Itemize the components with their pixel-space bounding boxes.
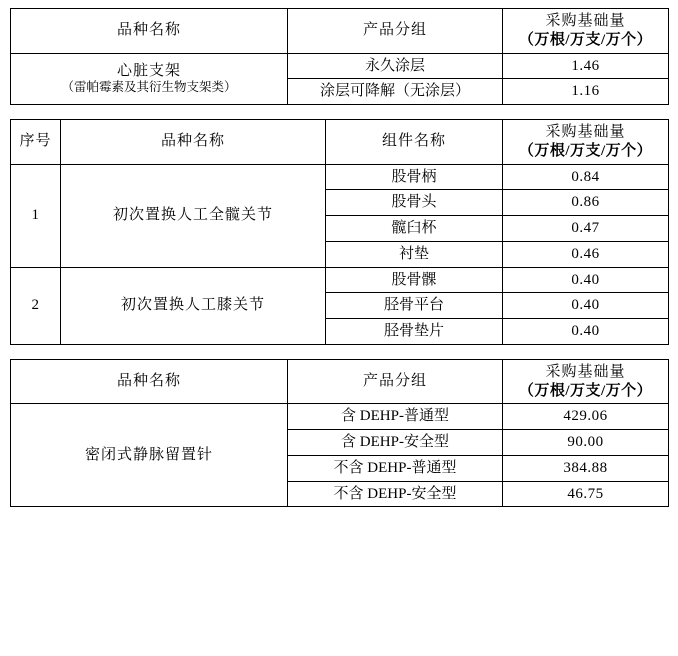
component-name: 胫骨垫片 bbox=[326, 319, 503, 345]
product-group-label: 含 DEHP-安全型 bbox=[288, 430, 503, 456]
component-name: 衬垫 bbox=[326, 241, 503, 267]
base-quantity-value: 429.06 bbox=[503, 404, 669, 430]
base-quantity-value: 1.46 bbox=[503, 53, 669, 79]
row-index: 2 bbox=[11, 267, 61, 344]
base-quantity-value: 90.00 bbox=[503, 430, 669, 456]
variety-name-main: 心脏支架 bbox=[116, 62, 181, 79]
component-name: 股骨髁 bbox=[326, 267, 503, 293]
table-spacer bbox=[10, 345, 668, 359]
base-quantity-value: 1.16 bbox=[503, 79, 669, 105]
base-quantity-units: （万根/万支/万个） bbox=[518, 382, 653, 399]
table-header-row bbox=[11, 120, 669, 165]
table-row bbox=[11, 53, 669, 79]
column-header-index bbox=[11, 120, 61, 165]
base-quantity-value: 46.75 bbox=[503, 481, 669, 507]
base-quantity-value: 0.84 bbox=[503, 164, 669, 190]
product-group-label: 不含 DEHP-安全型 bbox=[288, 481, 503, 507]
column-header-product-group: 产品分组 bbox=[288, 9, 503, 54]
base-quantity-title: 采购基础量 bbox=[545, 13, 626, 29]
column-header-component: 组件名称 bbox=[326, 120, 503, 165]
column-header-variety: 品种名称 bbox=[11, 9, 288, 54]
base-quantity-units: （万根/万支/万个） bbox=[518, 31, 653, 48]
component-name: 胫骨平台 bbox=[326, 293, 503, 319]
column-header-variety: 品种名称 bbox=[61, 120, 326, 165]
column-header-index-label: 序号 bbox=[19, 133, 52, 150]
base-quantity-value: 0.40 bbox=[503, 293, 669, 319]
component-name: 股骨头 bbox=[326, 190, 503, 216]
base-quantity-title: 采购基础量 bbox=[545, 363, 626, 380]
variety-name-cardiac-stent bbox=[11, 53, 288, 105]
cardiac-stent-table bbox=[10, 8, 669, 105]
column-header-base-quantity bbox=[503, 9, 669, 54]
table-row bbox=[11, 164, 669, 190]
iv-catheter-table bbox=[10, 359, 669, 508]
component-name: 股骨柄 bbox=[326, 164, 503, 190]
column-header-base-quantity bbox=[503, 120, 669, 165]
column-header-variety: 品种名称 bbox=[11, 359, 288, 404]
variety-name-hip-joint: 初次置换人工全髋关节 bbox=[61, 164, 326, 267]
table-spacer bbox=[10, 105, 668, 119]
base-quantity-value: 384.88 bbox=[503, 455, 669, 481]
row-index: 1 bbox=[11, 164, 61, 267]
table-header-row bbox=[11, 9, 669, 54]
base-quantity-value: 0.40 bbox=[503, 319, 669, 345]
component-name: 髋臼杯 bbox=[326, 216, 503, 242]
joint-table bbox=[10, 119, 669, 345]
table-row bbox=[11, 404, 669, 430]
variety-name-iv-catheter: 密闭式静脉留置针 bbox=[11, 404, 288, 507]
product-group-label: 永久涂层 bbox=[288, 53, 503, 79]
variety-name-note: （雷帕霉素及其衍生物支架类） bbox=[61, 80, 237, 95]
product-group-label: 不含 DEHP-普通型 bbox=[288, 455, 503, 481]
base-quantity-units: （万根/万支/万个） bbox=[518, 142, 653, 159]
base-quantity-title: 采购基础量 bbox=[545, 124, 626, 140]
base-quantity-value: 0.46 bbox=[503, 241, 669, 267]
column-header-base-quantity bbox=[503, 359, 669, 404]
base-quantity-value: 0.40 bbox=[503, 267, 669, 293]
product-group-label: 含 DEHP-普通型 bbox=[288, 404, 503, 430]
variety-name-knee-joint: 初次置换人工膝关节 bbox=[61, 267, 326, 344]
base-quantity-value: 0.47 bbox=[503, 216, 669, 242]
column-header-product-group: 产品分组 bbox=[288, 359, 503, 404]
table-header-row bbox=[11, 359, 669, 404]
table-row bbox=[11, 267, 669, 293]
product-group-label: 涂层可降解（无涂层） bbox=[288, 79, 503, 105]
base-quantity-value: 0.86 bbox=[503, 190, 669, 216]
